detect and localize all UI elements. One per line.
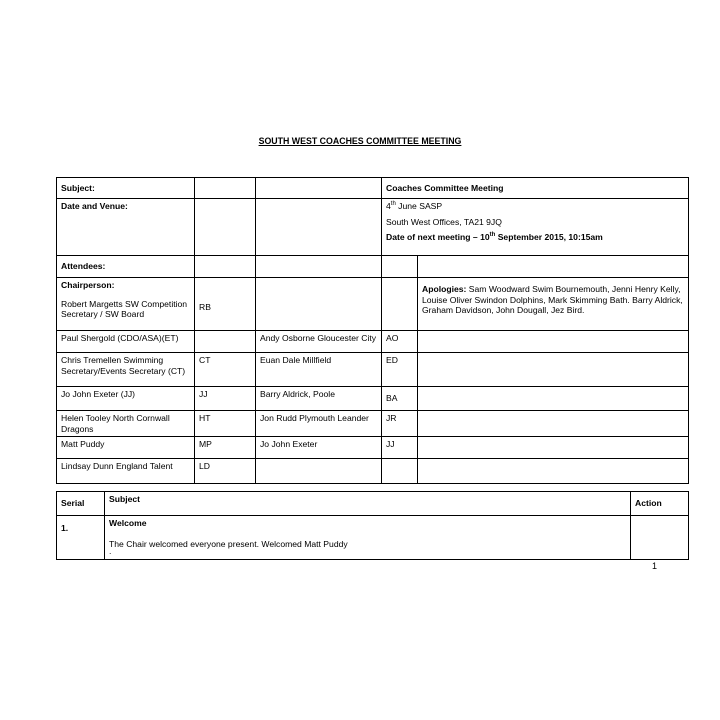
date-empty-cell (256, 199, 382, 256)
attendee-name-2: Andy Osborne Gloucester City (256, 331, 382, 353)
attendee-name: Lindsay Dunn England Talent (57, 459, 195, 484)
attendee-initials: RB (195, 278, 256, 331)
subject-value: Coaches Committee Meeting (382, 178, 689, 199)
date-venue-value (382, 199, 689, 256)
attendee-initials: MP (195, 437, 256, 459)
attendee-cell (57, 278, 195, 331)
agenda-body: The Chair welcomed everyone present. Welcomed Matt Puddy (109, 538, 348, 549)
page-number: 1 (652, 561, 658, 571)
attendee-name: Helen Tooley North Cornwall Dragons (57, 411, 195, 437)
agenda-serial: 1. (57, 516, 105, 560)
agenda-subject-cell (105, 516, 631, 560)
attendee-name-2: Jon Rudd Plymouth Leander (256, 411, 382, 437)
date-empty-cell (195, 199, 256, 256)
attendee-initials-2: ED (382, 353, 418, 387)
attendee-initials: HT (195, 411, 256, 437)
attendee-name: Jo John Exeter (JJ) (57, 387, 195, 411)
apologies-text: Sam Woodward Swim Bournemouth, Jenni Henry Kelly, Louise Oliver Swindon Dolphins, Mark Skimming Bath. Barry Aldrick, Graham Davidson, John Dougall, Jez Bird. (422, 284, 683, 316)
agenda-action (631, 516, 689, 560)
serial-header: Serial (57, 492, 105, 516)
attendee-initials (195, 331, 256, 353)
subject-header: Subject (105, 492, 631, 516)
attendee-initials: LD (195, 459, 256, 484)
attendee-name: Paul Shergold (CDO/ASA)(ET) (57, 331, 195, 353)
attendee-name-2: Euan Dale Millfield (256, 353, 382, 387)
meeting-info-table (56, 177, 689, 484)
attendees-label: Attendees: (57, 256, 195, 278)
attendee-initials: JJ (195, 387, 256, 411)
apologies-cell (418, 278, 689, 331)
subject-empty-cell (256, 178, 382, 199)
attendee-name-2: Barry Aldrick, Poole (256, 387, 382, 411)
chairperson-label: Chairperson: (61, 280, 115, 290)
date-venue-label: Date and Venue: (57, 199, 195, 256)
document-title: SOUTH WEST COACHES COMMITTEE MEETING (258, 136, 462, 146)
attendee-initials-2: BA (382, 387, 418, 411)
meeting-venue: South West Offices, TA21 9JQ (386, 216, 502, 227)
next-meeting-date: Date of next meeting – 10th September 2015, 10:15am (386, 232, 603, 243)
attendee-initials-2: AO (382, 331, 418, 353)
attendee-name: Robert Margetts SW Competition Secretary / SW Board (61, 298, 188, 320)
agenda-trailing: . (109, 546, 112, 557)
agenda-heading: Welcome (109, 518, 147, 528)
attendee-initials-2: JJ (382, 437, 418, 459)
attendee-initials: CT (195, 353, 256, 387)
subject-empty-cell (195, 178, 256, 199)
attendee-name: Matt Puddy (57, 437, 195, 459)
apologies-label: Apologies: (422, 284, 467, 294)
action-header: Action (631, 492, 689, 516)
attendee-name-2: Jo John Exeter (256, 437, 382, 459)
attendee-name: Chris Tremellen Swimming Secretary/Events Secretary (CT) (57, 353, 195, 387)
meeting-date: 4th June SASP (386, 201, 443, 211)
attendee-initials-2: JR (382, 411, 418, 437)
agenda-table (56, 491, 689, 560)
subject-label: Subject: (57, 178, 195, 199)
